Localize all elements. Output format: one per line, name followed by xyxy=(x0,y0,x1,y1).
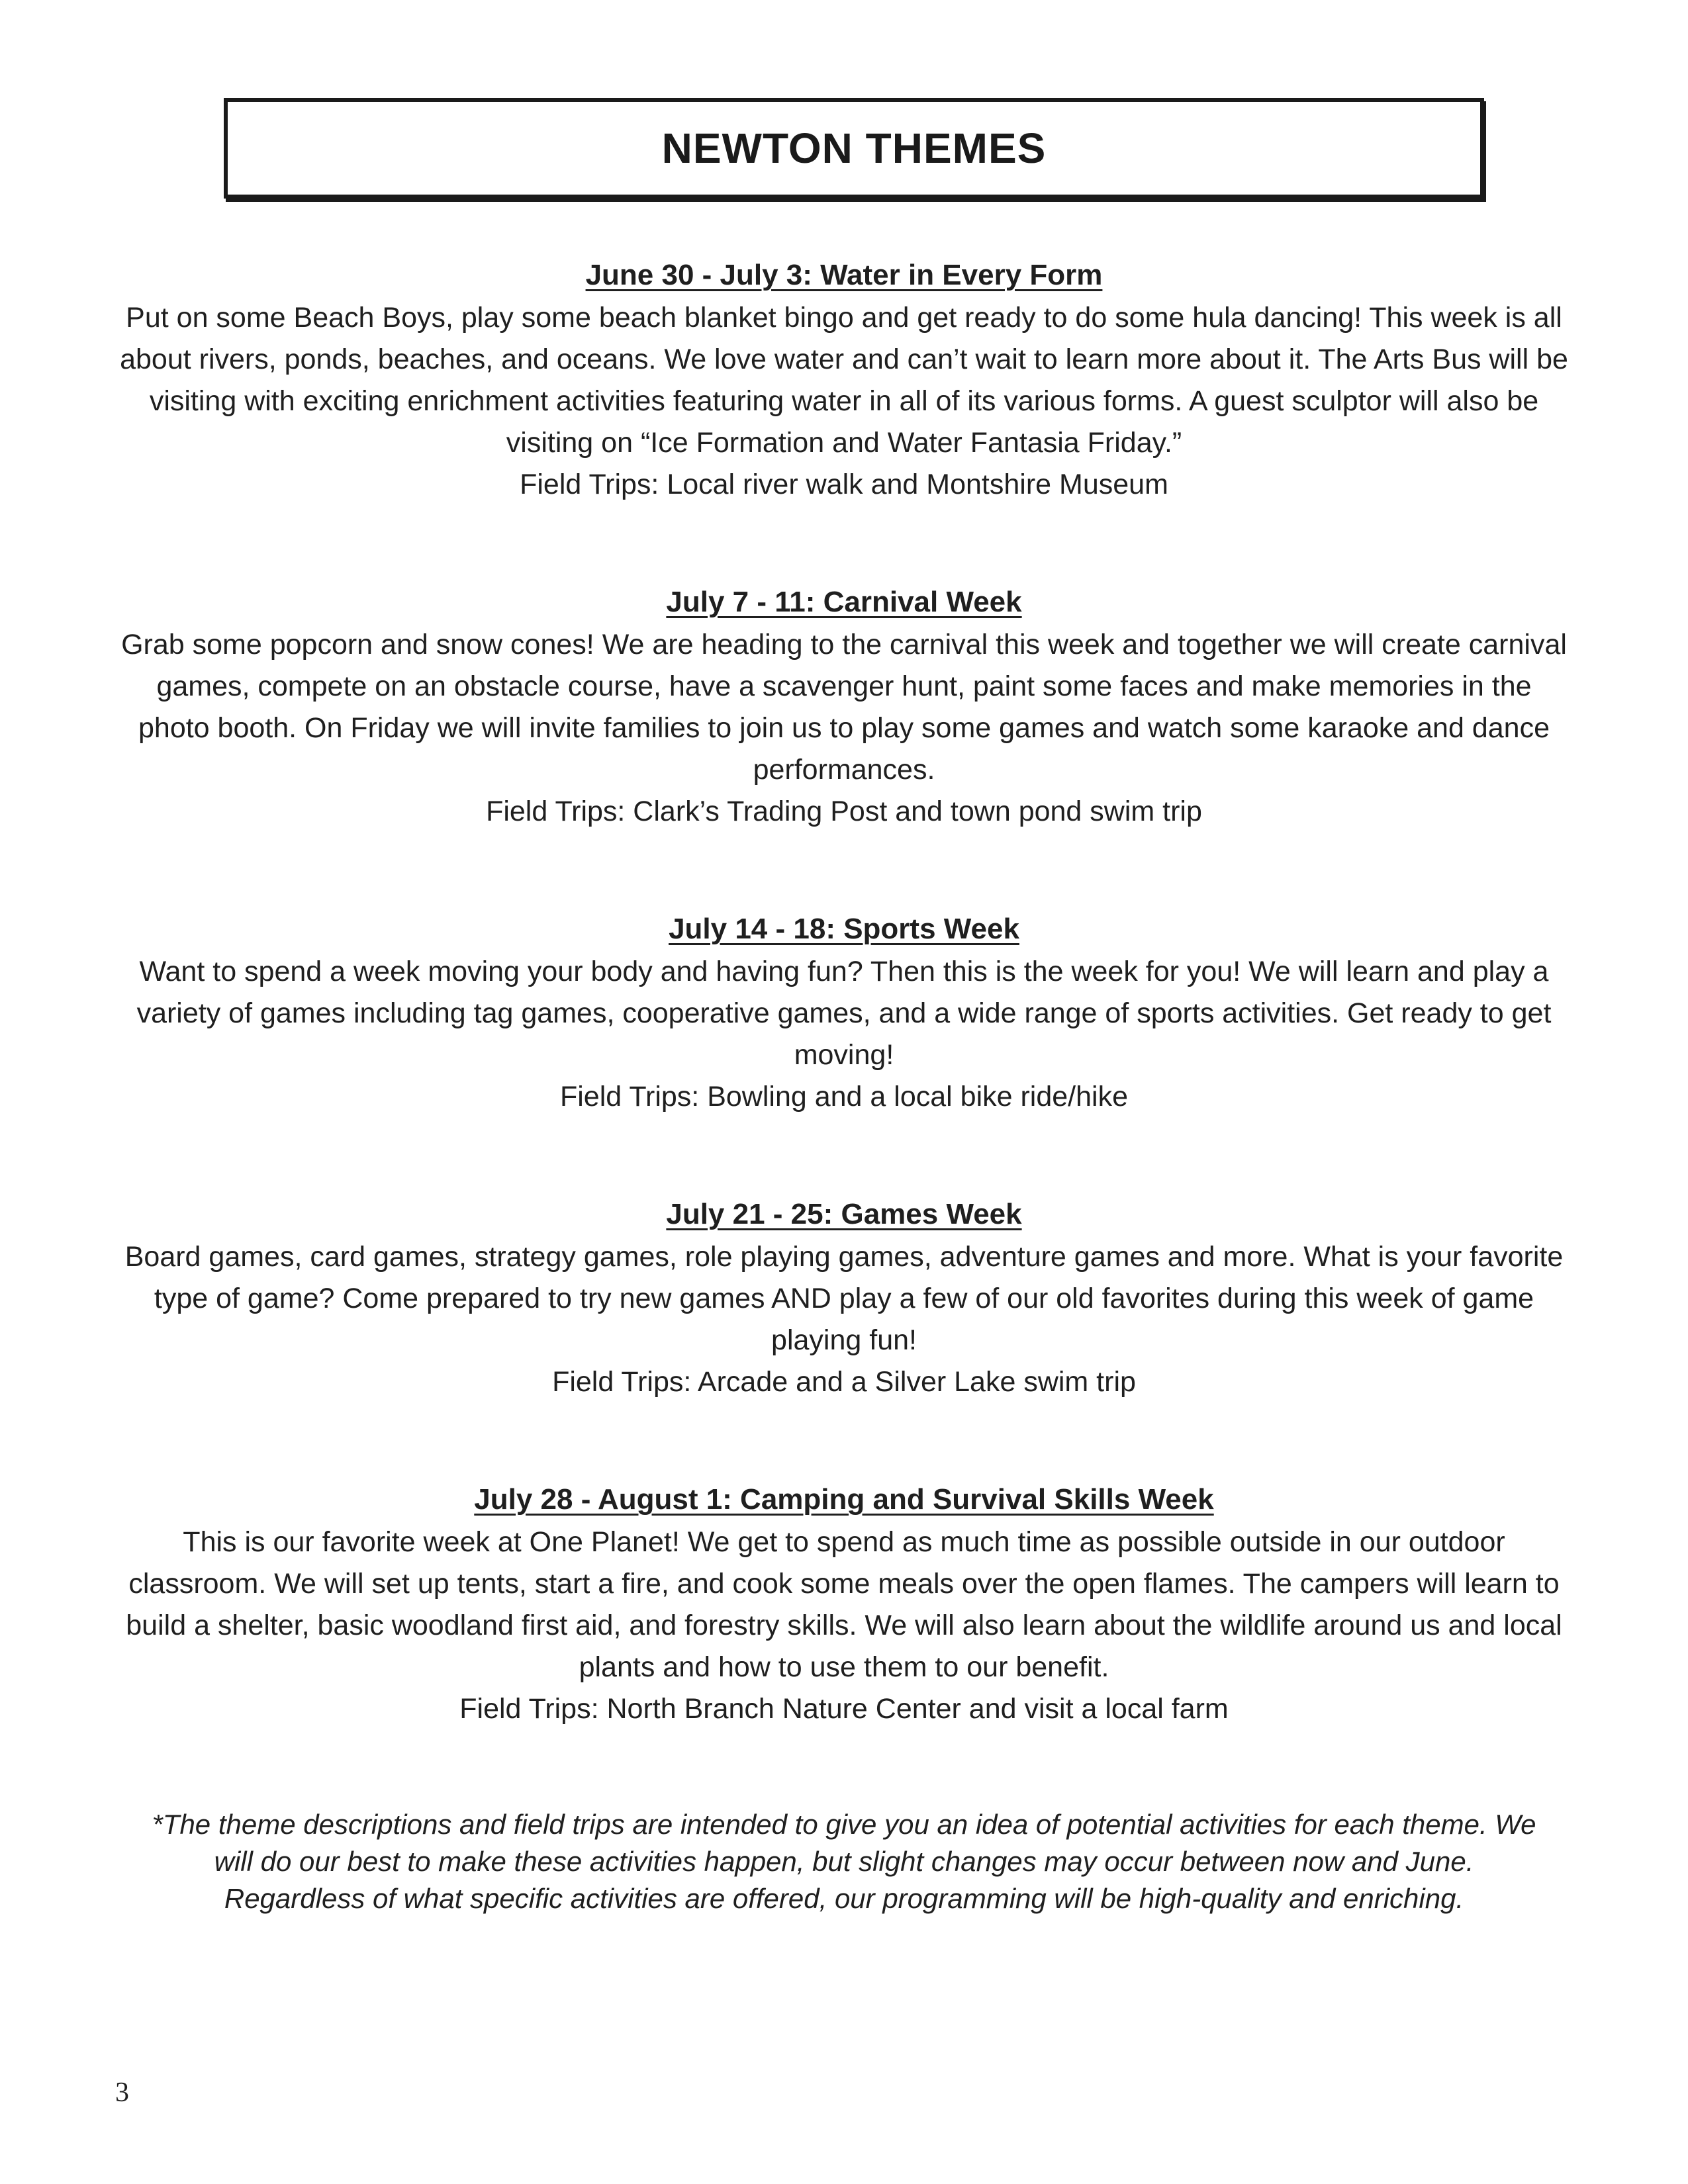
theme-description: This is our favorite week at One Planet! We get to spend as much time as possible outside in our outdoor classroom. We will set up tents, start a fire, and cook some meals over the open flames. The campers will learn to build a shelter, basic woodland first aid, and forestry skills. We will also learn about the wildlife around us and local plants and how to use them to our benefit. xyxy=(126,1526,1562,1683)
theme-description: Board games, card games, strategy games, role playing games, adventure games and more. What is your favorite type of game? Come prepared to try new games AND play a few of our old favorites during this week of game playing fun! xyxy=(124,1241,1564,1356)
title-box xyxy=(224,98,1484,199)
theme-section-carnival xyxy=(119,582,1569,833)
theme-heading: June 30 - July 3: Water in Every Form xyxy=(585,259,1103,291)
theme-description: Want to spend a week moving your body and having fun? Then this is the week for you! We will learn and play a variety of games including tag games, cooperative games, and a wide range of sports activities. Get ready to get moving! xyxy=(136,956,1552,1071)
theme-section-water xyxy=(119,255,1569,506)
theme-description: Put on some Beach Boys, play some beach blanket bingo and get ready to do some hula dancing! This week is all about rivers, ponds, beaches, and oceans. We love water and can’t wait to learn more about it. The Arts Bus will be visiting with exciting enrichment activities featuring water in all of its various forms. A guest sculptor will also be visiting on “Ice Formation and Water Fantasia Friday.” xyxy=(120,302,1568,459)
theme-field-trips: Field Trips: North Branch Nature Center and visit a local farm xyxy=(459,1693,1229,1725)
theme-heading: July 14 - 18: Sports Week xyxy=(669,913,1019,945)
theme-field-trips: Field Trips: Bowling and a local bike ride/hike xyxy=(559,1081,1129,1113)
theme-list xyxy=(119,255,1569,1917)
disclaimer-note: *The theme descriptions and field trips are intended to give you an idea of potential activities for each theme. We will do our best to make these activities happen, but slight changes may occur between now and June. Regardless of what specific activities are offered, our programming will be high-quality and enriching. xyxy=(152,1809,1536,1914)
theme-heading: July 28 - August 1: Camping and Survival Skills Week xyxy=(474,1483,1214,1516)
theme-field-trips: Field Trips: Local river walk and Montshire Museum xyxy=(520,469,1168,500)
theme-heading: July 7 - 11: Carnival Week xyxy=(666,586,1022,618)
theme-section-games xyxy=(119,1194,1569,1403)
theme-description: Grab some popcorn and snow cones! We are heading to the carnival this week and together we will create carnival games, compete on an obstacle course, have a scavenger hunt, paint some faces and make memories in the photo booth. On Friday we will invite families to join us to play some games and watch some karaoke and dance performances. xyxy=(121,629,1567,786)
theme-heading: July 21 - 25: Games Week xyxy=(666,1198,1022,1230)
theme-field-trips: Field Trips: Clark’s Trading Post and town pond swim trip xyxy=(486,796,1202,827)
theme-field-trips: Field Trips: Arcade and a Silver Lake swim trip xyxy=(552,1366,1136,1398)
page-title: NEWTON THEMES xyxy=(661,124,1047,172)
theme-section-sports xyxy=(119,909,1569,1118)
theme-section-camping xyxy=(119,1479,1569,1730)
page-number: 3 xyxy=(115,2077,129,2108)
